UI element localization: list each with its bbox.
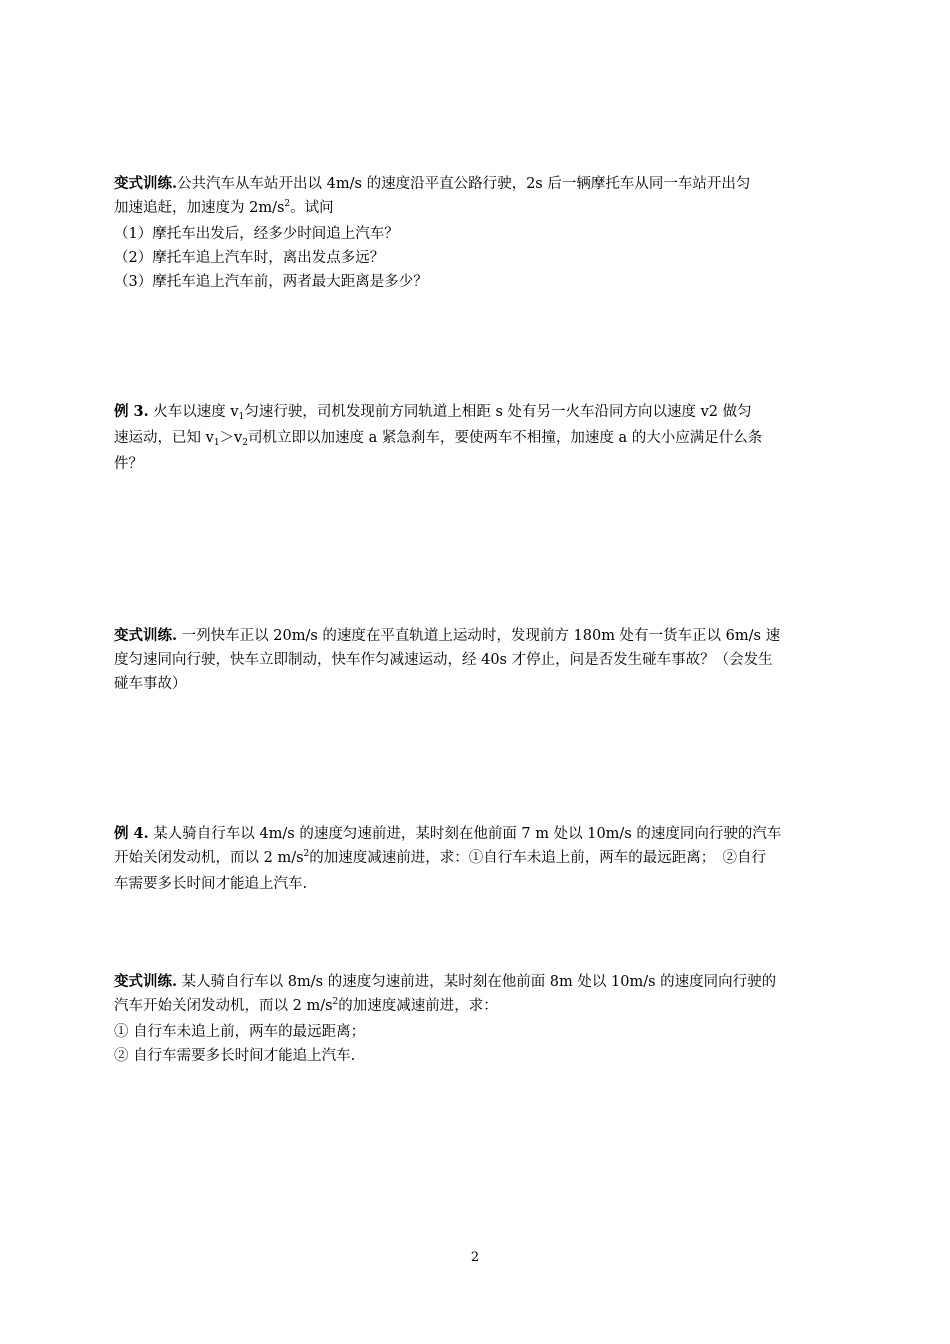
superscript: 2: [303, 849, 310, 859]
exercise-text: 汽车开始关闭发动机，而以 2 m/s: [114, 998, 333, 1014]
superscript: 2: [332, 997, 339, 1007]
example-3: [114, 400, 838, 476]
exercise-text: 。试问: [290, 200, 334, 216]
example-4: [114, 822, 838, 896]
question-3: （3）摩托车追上汽车前，两者最大距离是多少？: [114, 274, 428, 290]
example-text: 火车以速度 v: [148, 404, 239, 420]
exercise-text: 加速追赶，加速度为 2m/s: [114, 200, 285, 216]
example-text: 车需要多长时间才能追上汽车.: [114, 876, 308, 892]
exercise-label: 变式训练.: [114, 627, 178, 644]
subscript: 1: [213, 438, 220, 448]
example-text: 件？: [114, 456, 143, 472]
page-number: 2: [470, 1250, 480, 1265]
question-2: （2）摩托车追上汽车时，离出发点多远？: [114, 250, 385, 266]
exercise-text: 的加速度减速前进，求：: [338, 998, 498, 1014]
variant-exercise-2: [114, 624, 838, 696]
example-label: 例 3.: [114, 403, 149, 420]
exercise-text: 某人骑自行车以 8m/s 的速度匀速前进，某时刻在他前面 8m 处以 10m/s 的速度同向行驶的: [177, 974, 777, 990]
exercise-text: 公共汽车从车站开出以 4m/s 的速度沿平直公路行驶，2s 后一辆摩托车从同一车站开出匀: [177, 176, 751, 192]
subscript: 2: [242, 438, 248, 448]
example-text: 匀速行驶，司机发现前方同轨道上相距 s 处有另一火车沿同方向以速度 v2 做匀: [244, 404, 752, 420]
subscript: 1: [238, 412, 245, 422]
exercise-label: 变式训练.: [114, 175, 178, 192]
example-text: 某人骑自行车以 4m/s 的速度匀速前进，某时刻在他前面 7 m 处以 10m/s 的速度同向行驶的汽车: [148, 826, 782, 842]
variant-exercise-1: [114, 172, 838, 294]
superscript: 2: [284, 199, 291, 209]
question-2: ② 自行车需要多长时间才能追上汽车.: [114, 1048, 356, 1064]
question-1: ① 自行车未追上前，两车的最远距离；: [114, 1024, 366, 1040]
exercise-label: 变式训练.: [114, 973, 178, 990]
exercise-text: 度匀速同向行驶，快车立即制动，快车作匀减速运动，经 40s 才停止，问是否发生碰车事故？（会发生: [114, 652, 773, 668]
example-text: 司机立即以加速度 a 紧急刹车，要使两车不相撞，加速度 a 的大小应满足什么条: [247, 430, 763, 446]
example-text: 开始关闭发动机，而以 2 m/s: [114, 850, 304, 866]
question-1: （1）摩托车出发后，经多少时间追上汽车？: [114, 226, 399, 242]
example-text: ＞v: [219, 430, 243, 446]
example-text: 的加速度减速前进，求：①自行车未追上前，两车的最远距离； ②自行: [309, 850, 767, 866]
example-text: 速运动，已知 v: [114, 430, 214, 446]
example-label: 例 4.: [114, 825, 149, 842]
variant-exercise-3: [114, 970, 838, 1068]
exercise-text: 碰车事故）: [114, 676, 187, 692]
exercise-text: 一列快车正以 20m/s 的速度在平直轨道上运动时，发现前方 180m 处有一货车正以 6m/s 速: [177, 628, 781, 644]
